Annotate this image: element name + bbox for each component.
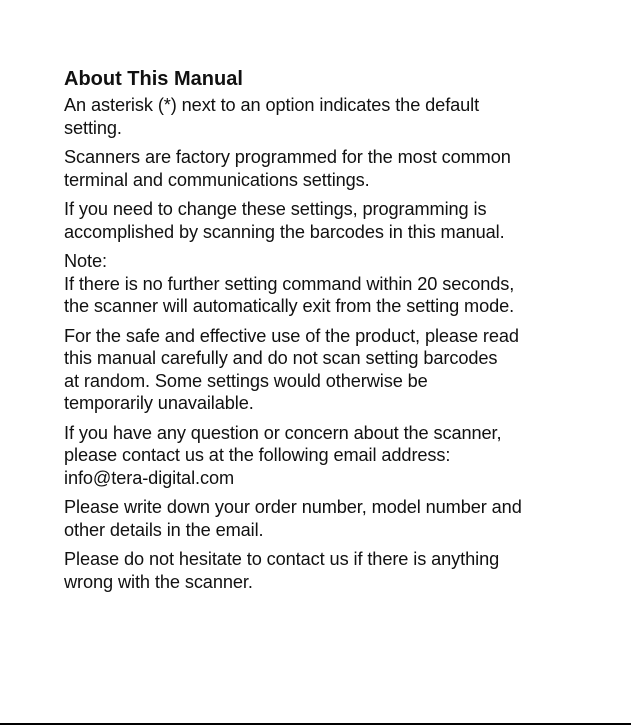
paragraph-order-details bbox=[64, 496, 584, 541]
text-line: Please write down your order number, model number and bbox=[64, 497, 522, 517]
text-line: the scanner will automatically exit from the setting mode. bbox=[64, 296, 515, 316]
text-line: Scanners are factory programmed for the most common bbox=[64, 147, 511, 167]
text-line: For the safe and effective use of the product, please read bbox=[64, 325, 519, 346]
paragraph-change-settings bbox=[64, 198, 584, 243]
text-line: If there is no further setting command within 20 seconds, bbox=[64, 273, 515, 294]
paragraph-safe-use bbox=[64, 325, 584, 415]
text-line: An asterisk (*) next to an option indicates the default bbox=[64, 95, 480, 115]
text-line: terminal and communications settings. bbox=[64, 169, 370, 190]
text-line: accomplished by scanning the barcodes in this manual. bbox=[64, 221, 505, 242]
manual-page bbox=[64, 66, 584, 600]
contact-email: info@tera-digital.com bbox=[64, 467, 235, 488]
text-line: at random. Some settings would otherwise be bbox=[64, 370, 428, 391]
paragraph-factory-programmed bbox=[64, 146, 584, 191]
text-line: Please do not hesitate to contact us if there is anything bbox=[64, 549, 500, 569]
paragraph-contact bbox=[64, 422, 584, 490]
text-line: If you have any question or concern about the scanner, bbox=[64, 422, 502, 443]
paragraph-default-setting bbox=[64, 94, 584, 139]
text-line: other details in the email. bbox=[64, 519, 264, 540]
paragraph-do-not-hesitate bbox=[64, 548, 584, 593]
text-line: wrong with the scanner. bbox=[64, 571, 253, 592]
text-line: temporarily unavailable. bbox=[64, 393, 254, 413]
page-title: About This Manual bbox=[64, 68, 243, 90]
note-label: Note: bbox=[64, 251, 107, 271]
text-line: If you need to change these settings, programming is bbox=[64, 199, 487, 219]
text-line: this manual carefully and do not scan setting barcodes bbox=[64, 348, 498, 368]
text-line: please contact us at the following email address: bbox=[64, 445, 451, 465]
text-line: setting. bbox=[64, 117, 122, 138]
paragraph-note bbox=[64, 250, 584, 318]
